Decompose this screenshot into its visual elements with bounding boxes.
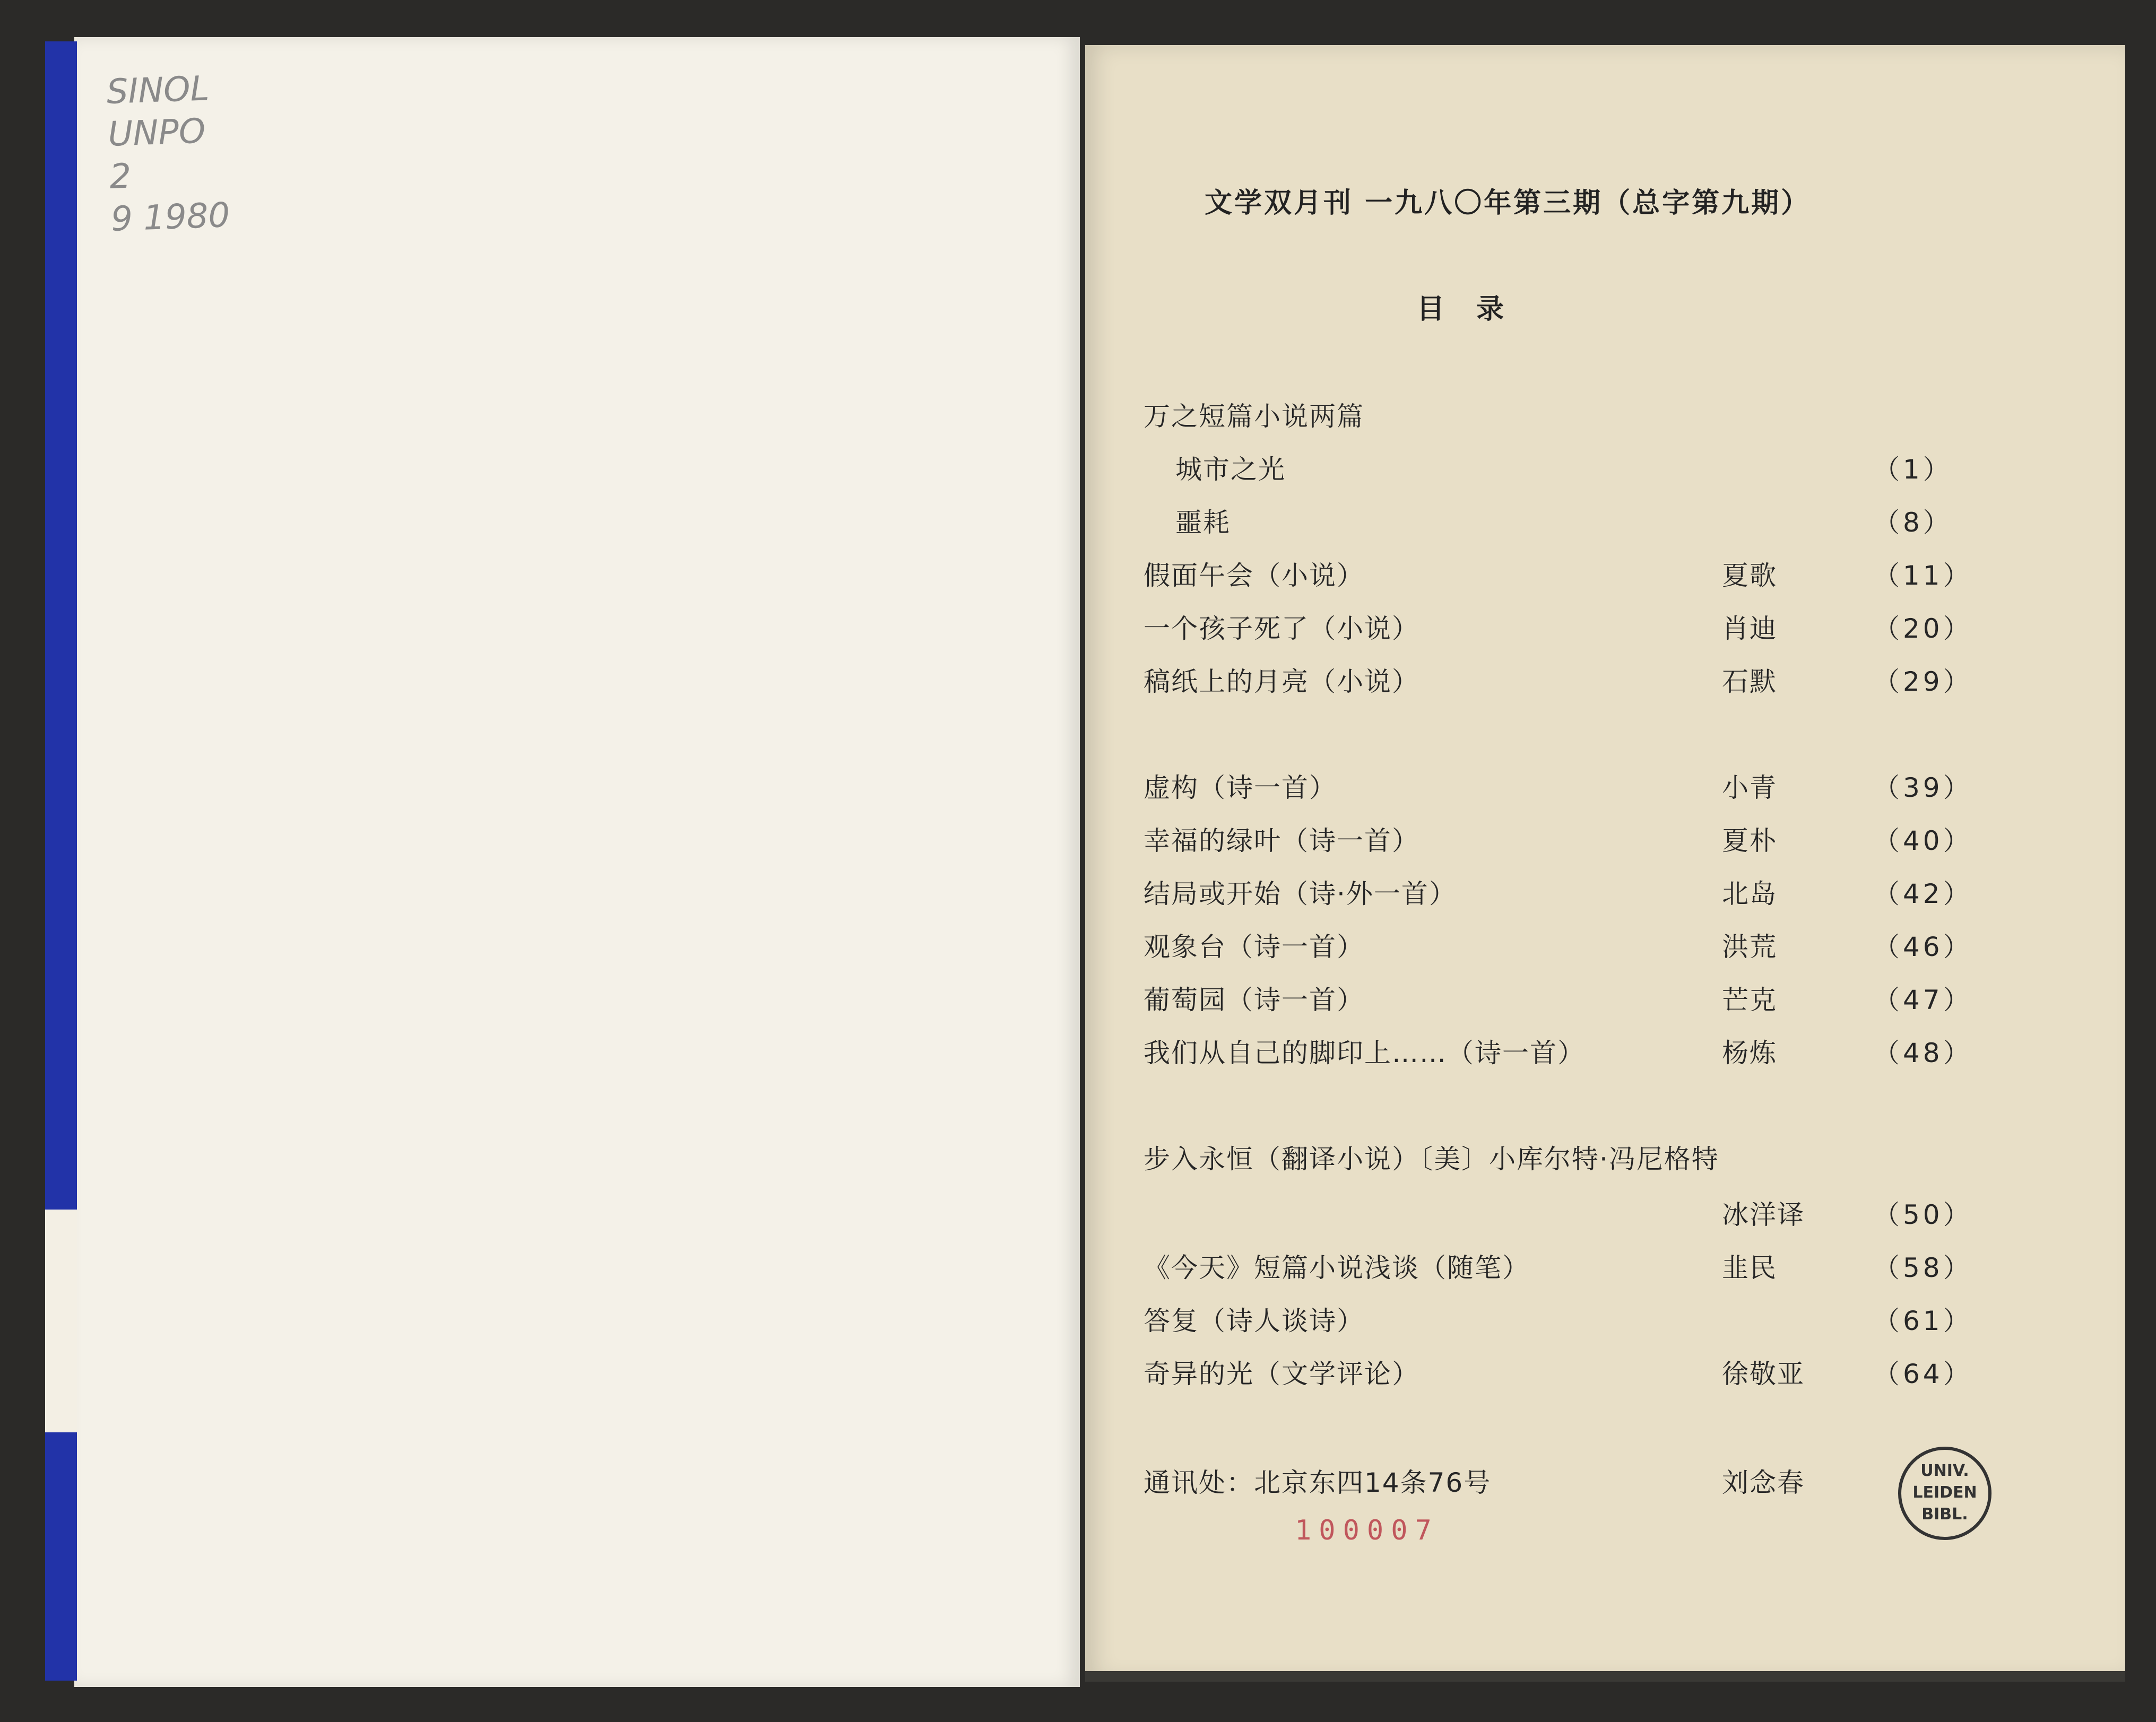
toc-entry: [0, 820, 2156, 857]
toc-title: 目录: [1417, 293, 1536, 325]
entry-page: （1）: [1873, 454, 1953, 485]
entry-title: 答复（诗人谈诗）: [1144, 1306, 1364, 1336]
left-page-blank: [77, 37, 1080, 1687]
stamp-line-2: LEIDEN: [1912, 1483, 1977, 1502]
entry-title: 一个孩子死了（小说）: [1144, 613, 1419, 644]
toc-entry: [0, 395, 2156, 432]
toc-entry: [0, 554, 2156, 592]
entry-title: 万之短篇小说两篇: [1144, 401, 1364, 432]
entry-title: 稿纸上的月亮（小说）: [1144, 666, 1419, 697]
journal-header: 文学双月刊 一九八〇年第三期（总字第九期）: [1205, 187, 1811, 219]
entry-author: 肖迪: [1722, 613, 1777, 644]
postcode-stamp: 100007: [1295, 1515, 1439, 1546]
toc-entry: [0, 979, 2156, 1016]
entry-title: 观象台（诗一首）: [1144, 932, 1364, 962]
entry-page: （58）: [1873, 1253, 1973, 1283]
entry-author: 芒克: [1722, 985, 1777, 1015]
toc-entry: [0, 767, 2156, 804]
entry-author: 夏歌: [1722, 560, 1777, 591]
entry-author: 石默: [1722, 666, 1777, 697]
page-bottom-edge: [1085, 1671, 2125, 1682]
entry-title: 奇异的光（文学评论）: [1144, 1359, 1419, 1389]
handwritten-line-2: UNPO: [107, 111, 206, 154]
entry-title: 我们从自己的脚印上……（诗一首）: [1144, 1038, 1585, 1068]
entry-page: （47）: [1873, 985, 1973, 1015]
entry-page: （42）: [1873, 879, 1973, 909]
entry-page: （11）: [1873, 560, 1973, 591]
entry-author: 洪荒: [1722, 932, 1777, 962]
right-page: [1085, 45, 2125, 1679]
entry-title: 幸福的绿叶（诗一首）: [1144, 825, 1419, 856]
stamp-line-3: BIBL.: [1921, 1505, 1968, 1524]
entry-page: （8）: [1873, 507, 1953, 538]
library-stamp: [1894, 1443, 1995, 1544]
toc-entry: [0, 1194, 2156, 1231]
entry-title: 葡萄园（诗一首）: [1144, 985, 1364, 1015]
blue-spine-strip: [45, 41, 77, 1681]
toc-entry: [0, 448, 2156, 485]
entry-page: （20）: [1873, 613, 1973, 644]
toc-entry: [0, 660, 2156, 698]
entry-page: （50）: [1873, 1199, 1973, 1230]
entry-title: 虚构（诗一首）: [1144, 772, 1337, 803]
toc-entry: [0, 1247, 2156, 1284]
toc-entry: [0, 1300, 2156, 1337]
handwritten-line-3: 2: [109, 156, 132, 197]
toc-entry: [0, 1032, 2156, 1069]
entry-title: 假面午会（小说）: [1144, 560, 1364, 591]
stamp-line-1: UNIV.: [1920, 1462, 1969, 1480]
entry-title: 城市之光: [1175, 454, 1286, 485]
entry-page: （46）: [1873, 932, 1973, 962]
toc-entry: [0, 607, 2156, 645]
entry-author: 小青: [1722, 772, 1777, 803]
entry-page: （40）: [1873, 825, 1973, 856]
entry-title: 《今天》短篇小说浅谈（随笔）: [1144, 1253, 1530, 1283]
entry-page: （64）: [1873, 1359, 1973, 1389]
entry-author: 韭民: [1722, 1253, 1777, 1283]
entry-author: 北岛: [1722, 879, 1777, 909]
entry-page: （61）: [1873, 1306, 1973, 1336]
entry-author: 夏朴: [1722, 825, 1777, 856]
entry-title: 步入永恒（翻译小说）〔美〕小库尔特·冯尼格特: [1144, 1144, 1719, 1175]
entry-author: 徐敬亚: [1722, 1359, 1805, 1389]
entry-title: 噩耗: [1175, 507, 1231, 538]
entry-page: （29）: [1873, 666, 1973, 697]
toc-entry: [0, 926, 2156, 963]
toc-entry: [0, 1353, 2156, 1390]
toc-entry: [0, 501, 2156, 538]
entry-author: 杨炼: [1722, 1038, 1777, 1068]
contact-address: 通讯处：北京东四14条76号: [1144, 1467, 1492, 1498]
entry-author: 冰洋译: [1722, 1199, 1805, 1230]
contact-name: 刘念春: [1722, 1467, 1805, 1498]
handwritten-line-4: 9 1980: [110, 196, 231, 239]
toc-entry: [0, 1138, 2156, 1175]
toc-entry: [0, 873, 2156, 910]
handwritten-shelfmark: [106, 67, 230, 241]
entry-page: （48）: [1873, 1038, 1973, 1068]
handwritten-line-1: SINOL: [106, 69, 210, 112]
entry-title: 结局或开始（诗·外一首）: [1144, 879, 1457, 909]
entry-page: （39）: [1873, 772, 1973, 803]
